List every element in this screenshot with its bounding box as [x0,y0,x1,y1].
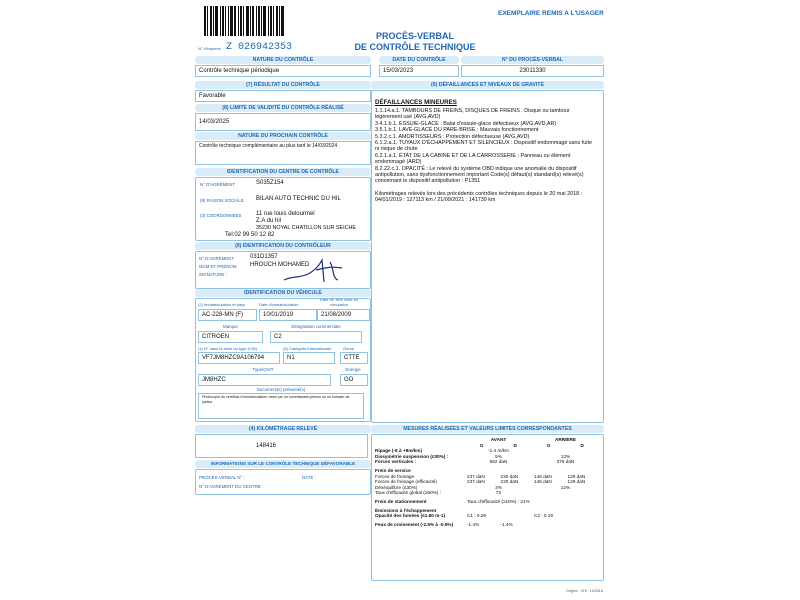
genre-value: CTTE [340,352,368,364]
table-row: Taux d'efficacité global (≥50%) : 72 [375,490,502,496]
table-row: Frein de service [375,467,411,473]
controleur-name-label: NOM ET PRÉNOM [199,264,237,269]
pv-value: 23011330 [461,65,604,77]
next-control-header: NATURE DU PROCHAIN CONTRÔLE [195,132,371,140]
first-circ-label: Date de 1ère mise en circulation [319,297,359,307]
defect-item: 8.2.22.c.1. OPACITÉ : Le relevé du système OBD indique une anomalie du dispositif antipollution, sans dysfonctionnement important Code(s) défaut(s) standard(s) relevé(s) concernant le dispositif antipollution : P1351 [375,165,584,185]
front-d-label: D [513,442,517,448]
date-immat-label: Date d'immatriculation [259,302,299,307]
defect-item: 1.1.14.a.1. TAMBOURS DE FREINS, DISQUES DE FREINS : Disque ou tambour légèrement usé (AVG,AVD) [375,108,570,121]
barcode [204,6,296,36]
front-g-label: G [479,442,484,448]
date-immat-value: 10/01/2019 [259,309,317,321]
mileage-header: (4) KILOMÉTRAGE RELEVÉ [195,425,371,433]
vehicle-header: IDENTIFICATION DU VÉHICULE [195,289,371,297]
table-row: Forces de freinage (efficacité) 237 daN 230 daN 146 daN 129 daN [375,479,586,485]
table-row: Dissymétrie suspension (≤30%) : 5% 13% [375,453,571,459]
rear-label: ARRIÈRE [554,437,577,442]
table-row: Forces verticales : 652 daN 376 daN [375,459,575,465]
validity-value: 14/03/2025 [195,113,371,131]
vin-label: (1) N° dans la série du type (VIN) [198,346,257,351]
controleur-agrement: 031D1357 [250,254,278,260]
immat-value: AC-228-MN (F) [198,309,257,321]
measures-table-wrap [373,437,601,527]
genre-label: Genre [343,346,355,351]
centre-raison: BILAN AUTO TECHNIC DU HIL [256,196,341,202]
centre-agrement-label: N° D'AGRÉMENT [200,182,236,187]
front-label: AVANT [490,437,507,442]
table-row: Déséquilibre (≤30%) 3% 12% [375,484,571,490]
defect-item: 3.5.1.b.1. LAVE-GLACE DU PARE-BRISE : Mauvais fonctionnement [375,127,539,134]
footer-ref: Origine : VHI · 10/2018 [566,589,603,593]
marque-value: CITROEN [198,331,263,343]
signature-image [280,256,350,286]
mileage-history: Kilométrages relevés lors des précédents contrôles techniques depuis le 20 mai 2018 : 04/01/2019 : 127113 km / 21/09/2021 : 141739 km [375,190,583,204]
designation-value: C2 [270,331,362,343]
unfavorable-panel [195,469,371,495]
defect-item: 3.4.1.b.1. ESSUIE-GLACE : Balai d'essuie-glace défectueux (AVG,AVD,AR) [375,120,557,127]
measures-table [373,437,599,527]
centre-address-3: 35230 NOYAL CHATILLON SUR SEICHE [256,225,356,231]
table-row: Forces de freinage 237 daN 230 daN 146 daN 129 daN [375,473,586,479]
centre-phone: Tel:02 99 50 12 82 [225,232,275,238]
defect-item: 6.2.1.a.1. ÉTAT DE LA CABINE ET DE LA CARROSSERIE : Panneau ou élément endommagé (ARD) [375,152,571,166]
unfav-date-label: DATE : [302,475,316,480]
result-value: Favorable [195,90,371,102]
next-control-value: Contrôle technique complémentaire au plus tard le 14/03/2024 [195,141,371,165]
table-row: Opacité des fumées (≤1.80 m-1) C1 : 0.29 C2 : 0.19 [375,513,554,519]
defect-item: 6.1.2.a.1. TUYAUX D'ÉCHAPPEMENT ET SILENCIEUX : Dispositif endommagé sans fuite ni risque de chute [375,140,592,153]
centre-header: IDENTIFICATION DU CENTRE DE CONTRÔLE [195,168,371,176]
table-row: Émissions à l'échappement [375,507,437,513]
first-circ-value: 21/08/2009 [317,309,370,321]
result-header: (7) RÉSULTAT DU CONTRÔLE [195,81,371,89]
nature-header: NATURE DU CONTRÔLE [195,56,371,64]
defect-item: 5.3.2.c.1. AMORTISSEURS : Protection défectueuse (AVG,AVD) [375,133,530,140]
measures-header: MESURES RÉALISÉES ET VALEURS LIMITES CORRESPONDANTES [371,425,604,433]
date-header: DATE DU CONTRÔLE [379,56,459,64]
defects-title: DÉFAILLANCES MINEURES [375,99,457,106]
defects-header: (6) DÉFAILLANCES ET NIVEAUX DE GRAVITÉ [371,81,604,89]
table-row: Feux de croisement (-2.5% à -0.5%) -1.4% -1.4% [375,521,513,527]
energie-label: Énergie [345,367,361,372]
mileage-value: 148416 [195,434,368,458]
centre-address-2: Z.A du hil [256,218,282,224]
serial-label: N° d'imprimé [198,46,221,51]
type-label: Type/CNIT [252,367,274,372]
unfav-agrement-label: N° D'AGRÉMENT DU CENTRE : [199,484,264,489]
docs-label: Document(s) présenté(s) [256,387,306,392]
vin-value: VF7JM8HZC9A106794 [198,352,280,364]
date-value: 15/03/2023 [379,65,459,77]
validity-header: (8) LIMITE DE VALIDITÉ DU CONTRÔLE RÉALISÉ [195,104,371,112]
copy-label: EXEMPLAIRE REMIS A L'USAGER [498,10,604,17]
serial-number: Z 026942353 [226,42,293,53]
defects-list [375,108,597,204]
table-row: Ripage (-8 à +8m/km) -1.4 m/km [375,448,509,454]
categorie-label: (5) Catégorie internationale [283,346,332,351]
signature-label: SIGNATURE : [199,272,227,277]
immat-label: (2) Immatriculation et pays [198,302,246,307]
pv-header: N° DU PROCÈS-VERBAL [461,56,604,64]
categorie-value: N1 [283,352,335,364]
rear-g-label: G [546,442,551,448]
unfav-pv-label: PROCÈS-VERBAL N° : [199,475,245,480]
designation-label: Désignation commerciale [291,324,341,329]
centre-raison-label: (9) RAISON SOCIALE [200,198,244,203]
controleur-agrement-label: N° D'AGRÉMENT [199,256,235,261]
controleur-name: HROUCH MOHAMED [250,262,310,268]
title-line-1: PROCÈS-VERBAL [375,31,454,41]
centre-coord-label: (3) COORDONNÉES [200,213,242,218]
energie-value: GO [340,374,368,386]
centre-address-1: 11 rue louis delourmel [256,211,315,217]
type-value: JM8HZC [198,374,331,386]
docs-value: Photocopie du certificat d'immatriculation visée par un commissaire-priseur ou un huissier de justice [198,393,364,419]
unfavorable-header: INFORMATIONS SUR LE CONTRÔLE TECHNIQUE DÉFAVORABLE [195,460,371,468]
marque-label: Marque [223,324,238,329]
centre-agrement: S035Z154 [256,180,284,186]
controleur-header: (9) IDENTIFICATION DU CONTRÔLEUR [195,242,371,250]
title-line-2: DE CONTRÔLE TECHNIQUE [354,42,476,52]
nature-value: Contrôle technique périodique [195,65,371,77]
table-row: Frein de stationnement Taux d'efficacité (≥18%) : 21% [375,498,530,504]
rear-d-label: D [580,442,584,448]
